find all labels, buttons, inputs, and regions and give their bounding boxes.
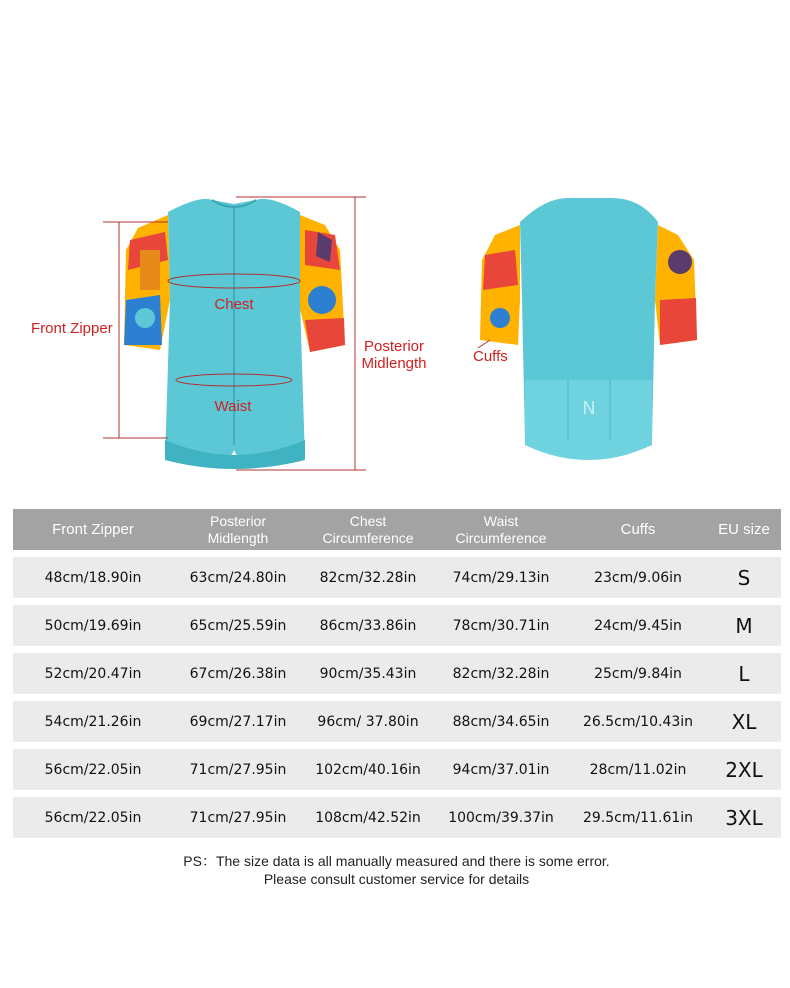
cell-posterior: 69cm/27.17in (189, 713, 287, 730)
table-row (13, 749, 781, 790)
cell-waist: 78cm/30.71in (452, 617, 550, 634)
header-chest: Chest Circumference (322, 512, 414, 546)
cell-cuffs: 23cm/9.06in (594, 569, 682, 586)
measurement-note (0, 852, 790, 888)
chest-label: Chest (214, 296, 254, 313)
cell-chest: 90cm/35.43in (319, 665, 417, 682)
header-cuffs: Cuffs (620, 521, 656, 538)
cell-posterior: 63cm/24.80in (189, 569, 287, 586)
header-eu-size: EU size (718, 521, 770, 538)
cell-chest: 96cm/ 37.80in (317, 713, 419, 730)
header-posterior: Posterior Midlength (207, 512, 269, 546)
posterior-label-line2: Midlength (361, 355, 427, 372)
cell-front-zipper: 56cm/22.05in (44, 761, 142, 778)
cell-chest: 102cm/40.16in (315, 761, 421, 778)
posterior-label-line1: Posterior (363, 338, 425, 355)
cell-waist: 88cm/34.65in (452, 713, 550, 730)
logo-mark-icon: N (582, 398, 596, 419)
cell-front-zipper: 50cm/19.69in (44, 617, 142, 634)
waist-label: Waist (214, 398, 252, 415)
cell-front-zipper: 54cm/21.26in (44, 713, 142, 730)
cell-size: S (737, 565, 751, 590)
cell-waist: 82cm/32.28in (452, 665, 550, 682)
note-line-1: PS：The size data is all manually measured and there is some error. (183, 853, 610, 869)
cell-cuffs: 25cm/9.84in (594, 665, 682, 682)
cell-cuffs: 26.5cm/10.43in (582, 713, 694, 730)
cell-cuffs: 24cm/9.45in (594, 617, 682, 634)
cell-size: 3XL (725, 805, 763, 830)
cell-chest: 86cm/33.86in (319, 617, 417, 634)
front-jersey-body (165, 199, 305, 463)
table-row (13, 701, 781, 742)
cell-front-zipper: 56cm/22.05in (44, 809, 142, 826)
cell-front-zipper: 48cm/18.90in (44, 569, 142, 586)
table-header (13, 509, 781, 550)
cell-posterior: 67cm/26.38in (189, 665, 287, 682)
note-line-2: Please consult customer service for details (263, 871, 530, 887)
cell-chest: 82cm/32.28in (319, 569, 417, 586)
front-zipper-label: Front Zipper (31, 320, 113, 337)
table-row (13, 653, 781, 694)
cell-waist: 74cm/29.13in (452, 569, 550, 586)
size-table (13, 509, 781, 838)
cell-size: L (738, 661, 750, 686)
cell-waist: 100cm/39.37in (448, 809, 554, 826)
cell-chest: 108cm/42.52in (315, 809, 421, 826)
cell-size: XL (731, 709, 757, 734)
cell-waist: 94cm/37.01in (452, 761, 550, 778)
front-jersey (124, 199, 345, 469)
table-row (13, 605, 781, 646)
cuffs-label: Cuffs (473, 348, 508, 365)
cell-size: M (735, 613, 753, 638)
cell-size: 2XL (725, 757, 763, 782)
table-row (13, 797, 781, 838)
header-waist: Waist Circumference (455, 512, 547, 546)
cell-posterior: 71cm/27.95in (189, 761, 287, 778)
cell-cuffs: 28cm/11.02in (589, 761, 687, 778)
cell-cuffs: 29.5cm/11.61in (582, 809, 694, 826)
cell-posterior: 65cm/25.59in (189, 617, 287, 634)
table-row (13, 557, 781, 598)
cell-posterior: 71cm/27.95in (189, 809, 287, 826)
cell-front-zipper: 52cm/20.47in (44, 665, 142, 682)
header-front-zipper: Front Zipper (52, 521, 134, 538)
back-jersey (480, 198, 697, 460)
jersey-illustration (0, 180, 790, 480)
